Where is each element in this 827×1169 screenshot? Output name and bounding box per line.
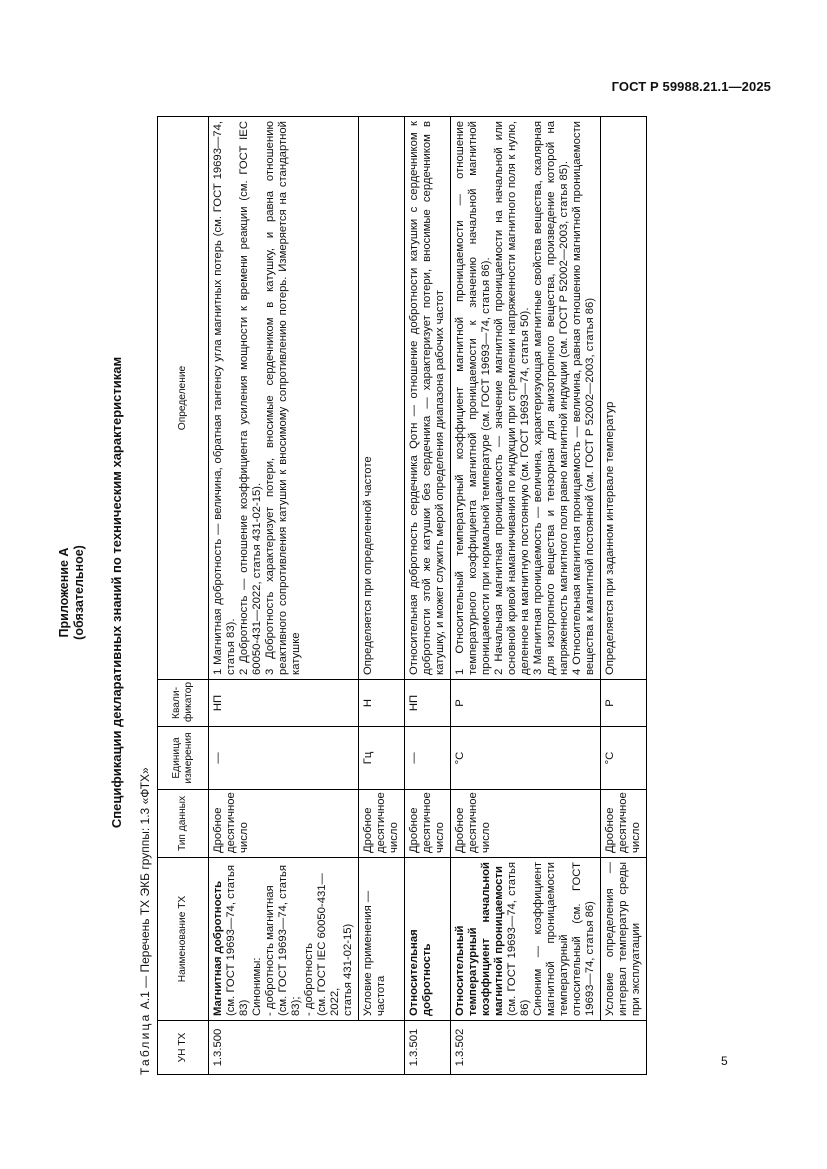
cell-id: 1.3.500 — [209, 1021, 405, 1075]
table-caption — [138, 110, 152, 1075]
cell-definition: Относительная добротность сердечника Qотн — отношение добротности катушки с сердечником к добротности этой же катушки без сердечника — характеризует потери, вносимые сердечником в катушку, и может служить мерой определения диапазона рабочих частот — [405, 117, 451, 680]
name-line: Синоним — коэффициент магнитной проницаемости температурный относительный (см. ГОСТ 19693—74, статья 86) — [532, 862, 596, 1016]
rotated-landscape-content — [55, 110, 642, 1075]
cell-qualifier: Р — [601, 680, 647, 727]
annex-status: (обязательное) — [72, 545, 86, 640]
definition-item: 2 Начальная магнитная проницаемость — значение магнитной проницаемости на начальной или основной кривой намагничивания по индукции при стремлении напряженности магнитного поля к нулю, деленное на магнитную постоянную (см. ГОСТ 19693—74, статья 50). — [493, 121, 531, 675]
cell-unit: — — [209, 727, 359, 790]
name-bold: Магнитная добротность — [212, 880, 224, 1016]
definition-item: 3 Добротность характеризует потери, вносимые сердечником в катушку, и равна отношению реактивного сопротивления катушки к вносимому сопротивлению потерь. Измеряется на стандартной катушке — [264, 121, 302, 675]
cell-qualifier: НП — [209, 680, 359, 727]
annex-label: Приложение А — [57, 547, 71, 638]
table-row — [209, 117, 359, 1075]
table-row — [405, 117, 451, 1075]
name-bold: Относительный температурный коэффициент начальной магнитной проницаемости — [454, 862, 505, 1016]
cell-name — [451, 858, 601, 1021]
annex-heading — [57, 110, 87, 1075]
cell-definition — [209, 117, 359, 680]
standard-header: ГОСТ Р 59988.21.1—2025 — [611, 79, 771, 94]
cell-qualifier: Н — [359, 680, 405, 727]
definition-item: 2 Добротность — отношение коэффициента усиления мощности к времени реакции (см. ГОСТ IEC 60050-431—2022, статья 431-02-15). — [238, 121, 263, 675]
table-header-row — [158, 117, 209, 1075]
specifications-table — [157, 116, 647, 1075]
name-line: (см. ГОСТ 19693—74, статья 83) — [225, 864, 250, 1016]
definition-item: 1 Относительный температурный коэффициент магнитной проницаемости — отношение температурного коэффициента магнитной проницаемости к значению начальной магнитной проницаемости при нормальной температуре (см. ГОСТ 19693—74, статья 86). — [454, 121, 492, 675]
cell-unit: — — [405, 727, 451, 790]
cell-type: Дробное десятичное число — [359, 790, 405, 858]
page-title: Спецификации декларативных знаний по техническим характеристикам — [109, 356, 124, 829]
cell-type: Дробное десятичное число — [209, 790, 359, 858]
col-header-name: Наименование ТХ — [158, 858, 209, 1021]
col-header-id: УН ТХ — [158, 1021, 209, 1075]
cell-definition: Определяется при определенной частоте — [359, 117, 405, 680]
cell-type: Дробное десятичное число — [601, 790, 647, 858]
cell-qualifier: НП — [405, 680, 451, 727]
cell-definition: Определяется при заданном интервале температур — [601, 117, 647, 680]
cell-id: 1.3.501 — [405, 1021, 451, 1075]
page-number: 5 — [721, 1054, 728, 1068]
cell-id: 1.3.502 — [451, 1021, 647, 1075]
cell-unit: °С — [451, 727, 601, 790]
definition-item: 3 Магнитная проницаемость — величина, характеризующая магнитные свойства вещества, скалярная для изотропного вещества и тензорная для анизотропного вещества, произведение которой на напряженность магнитного поля равно магнитной индукции (см. ГОСТ Р 52002—2003, статья 85). — [532, 121, 570, 675]
name-line: (см. ГОСТ 19693—74, статья 86) — [506, 862, 531, 1016]
name-line: Синонимы: — [251, 957, 263, 1016]
cell-name: Условие применения — частота — [359, 858, 405, 1021]
cell-name: Условие определения — интервал температур среды при эксплуатации — [601, 858, 647, 1021]
col-header-type: Тип данных — [158, 790, 209, 858]
col-header-unit: Единица измерения — [158, 727, 209, 790]
col-header-definition: Определение — [158, 117, 209, 680]
caption-word: Таблица — [138, 1012, 152, 1075]
cell-unit: Гц — [359, 727, 405, 790]
table-row — [359, 117, 405, 1075]
cell-type: Дробное десятичное число — [405, 790, 451, 858]
cell-qualifier: Р — [451, 680, 601, 727]
cell-type: Дробное десятичное число — [451, 790, 601, 858]
name-line: (см. ГОСТ 19693—74, статья 83); — [277, 864, 302, 1016]
name-line: - добротность — [303, 943, 315, 1016]
table-row — [451, 117, 601, 1075]
cell-definition — [451, 117, 601, 680]
cell-name: Относительная добротность — [405, 858, 451, 1021]
definition-item: 1 Магнитная добротность — величина, обратная тангенсу угла магнитных потерь (см. ГОСТ 19693—74, статья 83). — [212, 121, 237, 675]
col-header-qualifier: Квали-фикатор — [158, 680, 209, 727]
cell-unit: °С — [601, 727, 647, 790]
table-row — [601, 117, 647, 1075]
caption-text: А.1 — Перечень ТХ ЭКБ группы: 1.3 «ФТХ» — [138, 767, 152, 1013]
cell-name — [209, 858, 359, 1021]
name-line: - добротность магнитная — [264, 885, 276, 1016]
name-line: статья 431-02-15) — [342, 923, 354, 1016]
name-line: (см. ГОСТ IEC 60050-431—2022, — [316, 873, 341, 1016]
definition-item: 4 Относительная магнитная проницаемость — величина, равная отношению магнитной проницаемости вещества к магнитной постоянной (см. ГОСТ Р 52002—2003, статья 86) — [571, 121, 596, 675]
